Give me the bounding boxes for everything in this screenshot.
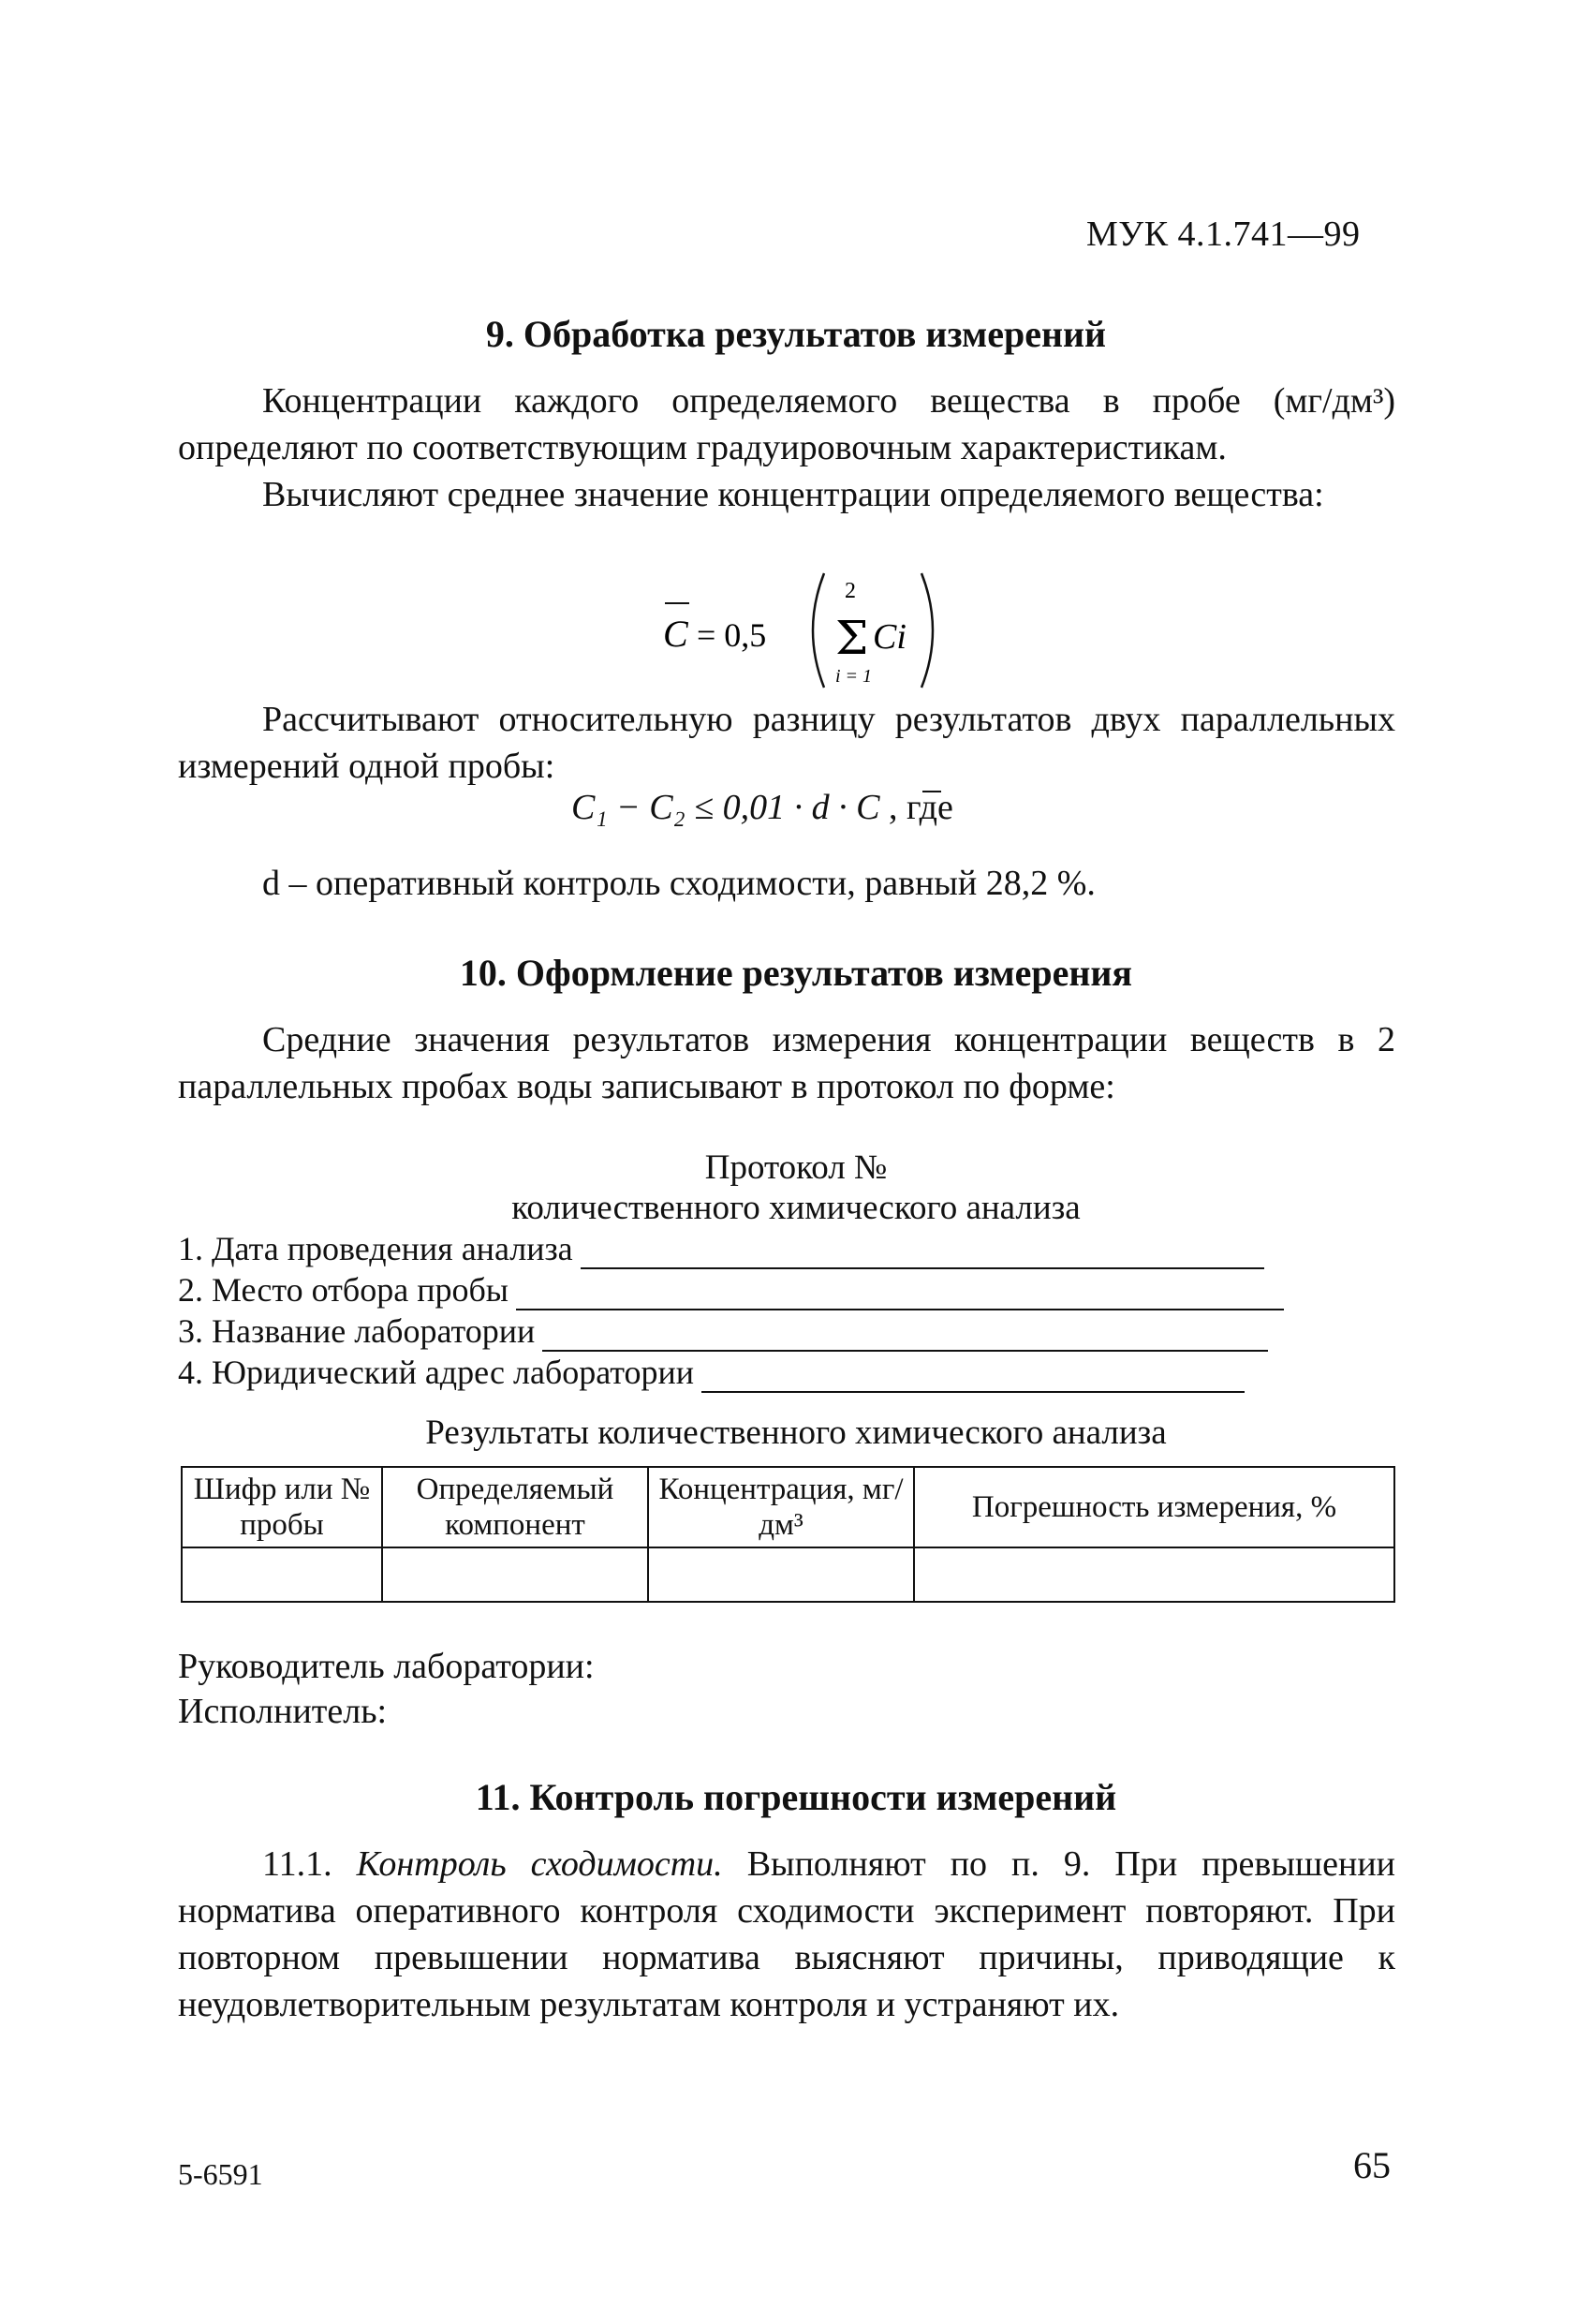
table-header-cell: Определяемый компонент: [382, 1467, 648, 1547]
table-row: [182, 1547, 1394, 1602]
section-10-title: 10. Оформление результатов измерения: [459, 952, 1133, 994]
form-blank-line[interactable]: [701, 1363, 1245, 1393]
results-table-title: Результаты количественного химического анализа: [425, 1414, 1167, 1452]
form-blank-line[interactable]: [542, 1322, 1268, 1352]
signature-head-of-laboratory: Руководитель лаборатории:: [178, 1647, 595, 1686]
form-item-sampling-place: [178, 1269, 1284, 1310]
difference-formula: [571, 787, 953, 828]
results-table: [181, 1466, 1395, 1603]
formula-lhs: C: [663, 613, 688, 655]
page-number: 65: [1353, 2144, 1391, 2186]
form-item-label: 1. Дата проведения анализа: [178, 1230, 573, 1267]
clause-heading: Контроль сходимости.: [356, 1844, 723, 1884]
table-header-cell: Погрешность измерения, %: [914, 1467, 1394, 1547]
sum-upper-limit: 2: [845, 579, 856, 603]
section-11-title: 11. Контроль погрешности измерений: [475, 1776, 1117, 1818]
section-10-paragraph-1: Средние значения результатов измерения концентрации веществ в 2 параллельных пробах воды записывают в протокол по форме:: [178, 1020, 1395, 1106]
formula-coefficient: = 0,5: [697, 616, 767, 654]
form-item-label: 2. Место отбора пробы: [178, 1271, 509, 1309]
form-item-label: 3. Название лаборатории: [178, 1312, 536, 1350]
table-cell[interactable]: [182, 1547, 382, 1602]
table-cell[interactable]: [382, 1547, 648, 1602]
form-item-laboratory-address: [178, 1352, 1245, 1393]
section-9-paragraph-3: Рассчитывают относительную разницу результатов двух параллельных измерений одной пробы:: [178, 700, 1395, 786]
sum-term: Ci: [873, 617, 907, 657]
form-item-date: [178, 1228, 1264, 1269]
form-item-label: 4. Юридический адрес лаборатории: [178, 1354, 695, 1391]
table-header-row: [182, 1467, 1394, 1547]
section-11-paragraph-1: [178, 1841, 1395, 2028]
table-cell[interactable]: [648, 1547, 914, 1602]
signatures: [178, 1644, 595, 1734]
table-header-cell: Концентрация, мг/дм³: [648, 1467, 914, 1547]
d-definition: d – оперативный контроль сходимости, равный 28,2 %.: [262, 864, 1096, 903]
sum-symbol: Σ: [835, 611, 869, 665]
average-concentration-formula: [627, 560, 965, 701]
signature-executor: Исполнитель:: [178, 1692, 388, 1731]
protocol-subtitle: количественного химического анализа: [511, 1189, 1081, 1227]
form-item-laboratory-name: [178, 1310, 1268, 1352]
overline-mark: [922, 791, 941, 792]
print-code: 5-6591: [178, 2157, 263, 2191]
section-9-title: 9. Обработка результатов измерений: [485, 313, 1107, 355]
difference-formula-expression: C₁ − C₂ ≤ 0,01 · d · C: [571, 788, 880, 827]
section-9-paragraph-1: Концентрации каждого определяемого вещества в пробе (мг/дм³) определяют по соответствующим градуировочным характеристикам.: [178, 381, 1395, 467]
clause-number: 11.1.: [262, 1844, 332, 1884]
section-9-paragraph-2: Вычисляют среднее значение концентрации определяемого вещества:: [262, 475, 1324, 514]
clause-text: Выполняют по п. 9. При превышении норматива оперативного контроля сходимости эксперимент повторяют. При повторном превышении норматива выясняют причины, приводящие к неудовлетворительным результатам контроля и устраняют их.: [178, 1844, 1395, 2024]
sum-lower-limit: i = 1: [835, 666, 873, 687]
difference-formula-suffix: , где: [888, 788, 953, 827]
table-header-cell: Шифр или № пробы: [182, 1467, 382, 1547]
form-blank-line[interactable]: [516, 1280, 1284, 1310]
table-cell[interactable]: [914, 1547, 1394, 1602]
protocol-title: Протокол №: [704, 1148, 888, 1187]
document-code: МУК 4.1.741—99: [1086, 215, 1361, 254]
form-blank-line[interactable]: [581, 1239, 1264, 1269]
